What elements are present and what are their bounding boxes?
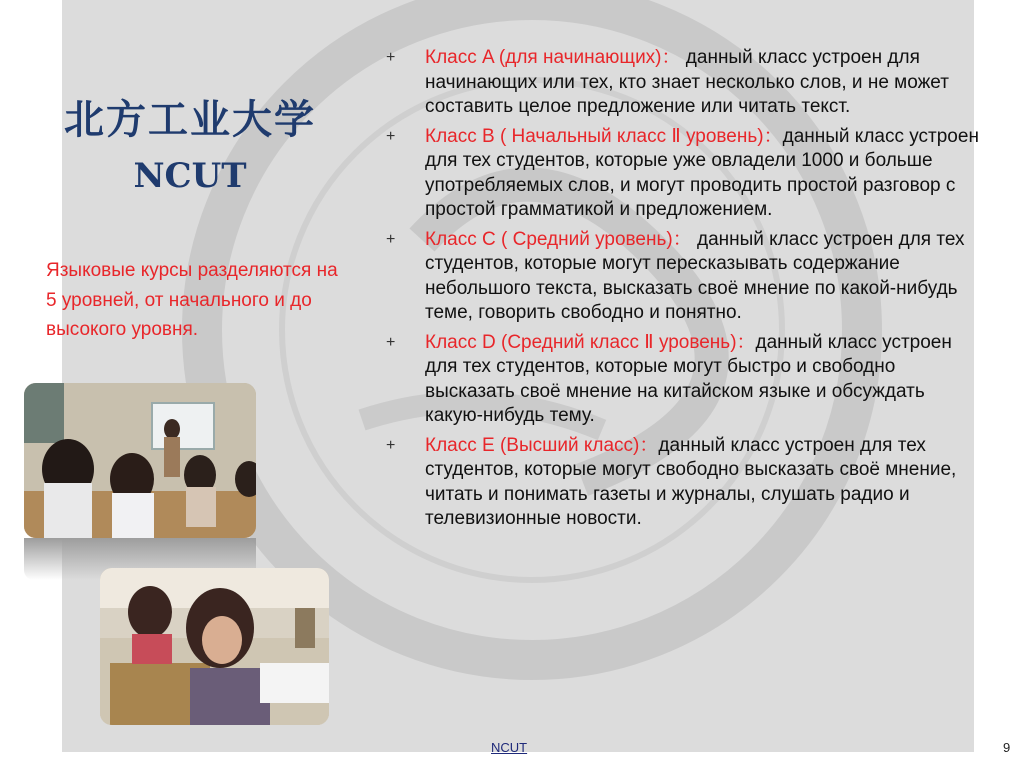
level-description: данный класс устроен для тех студентов, которые могут свободно высказать своё мнение, читать и понимать газеты и журналы, слушать радио и телевизионные новости. [425,434,957,529]
plus-bullet-icon: + [386,127,396,145]
university-title [40,92,340,204]
list-item [380,125,980,223]
title-latin: NCUT [133,156,247,196]
class-levels-list [380,46,980,537]
list-item [380,46,980,120]
list-item [380,434,980,532]
level-label: Класс E (Высший класс)： [425,434,659,456]
level-description: данный класс устроен для тех студентов, которые уже овладели 1000 и больше употребляемых слов, и могут проводить простой разговор с простой грамматикой и предложением. [425,125,979,220]
level-label: Класс A (для начинающих)： [425,47,681,68]
level-label: Класс D (Средний класс Ⅱ уровень)： [425,331,756,353]
title-chinese: 北方工业大学 [64,96,316,143]
list-item [380,331,980,429]
plus-bullet-icon: + [386,333,396,351]
page-number: 9 [1003,740,1011,755]
intro-text: Языковые курсы разделяются на 5 уровней, от начального и до высокого уровня. [46,260,338,340]
level-description: данный класс устроен для тех студентов, которые могут быстро и свободно высказать своё мнение на китайском языке и обсуждать какую-нибудь тему. [425,331,952,426]
plus-bullet-icon: + [386,49,396,66]
level-description: данный класс устроен для начинающих или тех, кто знает несколько слов, и не может составить целое предложение или читать текст. [425,47,949,117]
footer-ncut-link[interactable]: NCUT [491,740,528,755]
plus-bullet-icon: + [386,230,396,248]
level-label: Класс C ( Средний уровень)： [425,228,692,250]
classroom-photo [24,383,256,538]
level-label: Класс B ( Начальный класс Ⅱ уровень)： [425,125,783,147]
students-photo [100,568,329,725]
plus-bullet-icon: + [386,436,396,454]
list-item [380,228,980,326]
level-description: данный класс устроен для тех студентов, которые могут пересказывать содержание небольшого текста, высказать своё мнение по какой-нибудь теме, говорить свободно и понятно. [425,228,965,323]
